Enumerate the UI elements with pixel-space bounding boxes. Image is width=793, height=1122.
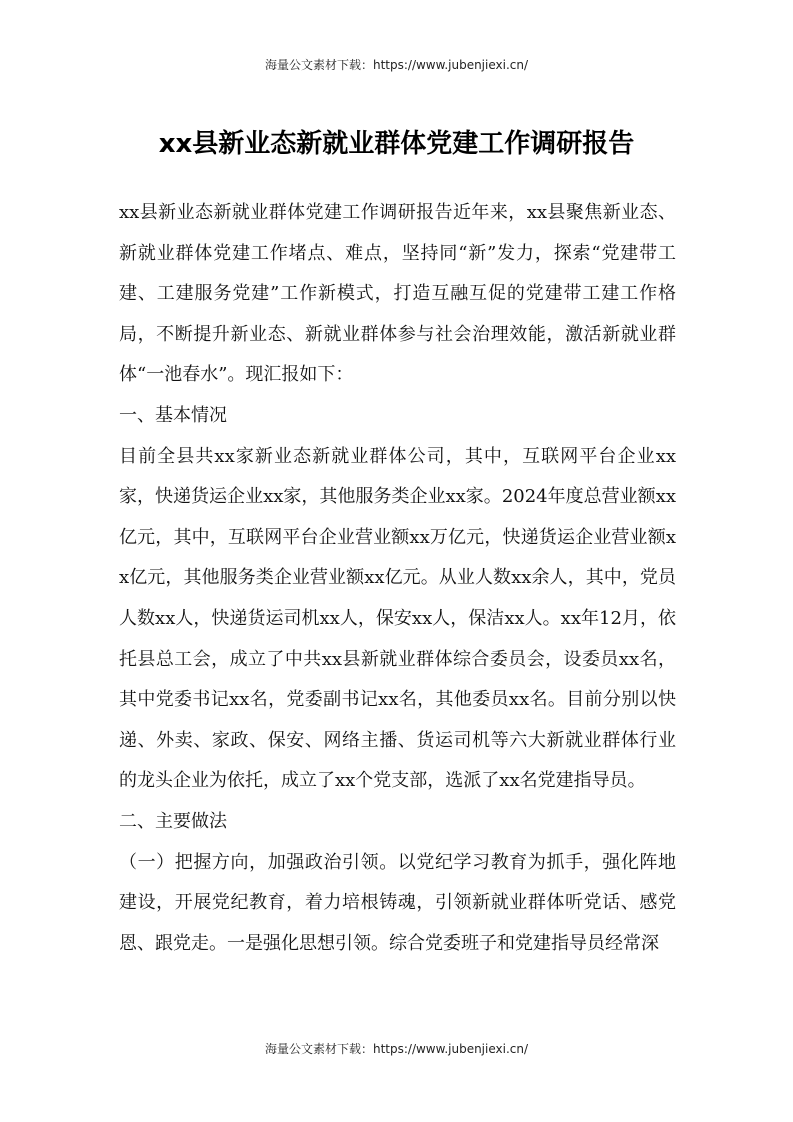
- document-title: xx县新业态新就业群体党建工作调研报告: [158, 129, 635, 159]
- main-practices-paragraph: （一）把握方向，加强政治引领。以党纪学习教育为抓手，强化阵地建设，开展党纪教育，着力培根铸魂，引领新就业群体听党话、感党恩、跟党走。一是强化思想引领。综合党委班子和党建指导员经常深: [119, 851, 676, 954]
- document-body: [119, 193, 676, 964]
- section-heading-basic-situation: 一、基本情况: [119, 404, 227, 426]
- section-heading-main-practices: 二、主要做法: [119, 810, 227, 832]
- basic-situation-paragraph: 目前全县共xx家新业态新就业群体公司，其中，互联网平台企业xx家，快递货运企业xx家，其他服务类企业xx家。2024年度总营业额xx亿元，其中，互联网平台企业营业额xx万亿元，快递货运企业营业额xx亿元，其他服务类企业营业额xx亿元。从业人数xx余人，其中，党员人数xx人，快递货运司机xx人，保安xx人，保洁xx人。xx年12月，依托县总工会，成立了中共xx县新就业群体综合委员会，设委员xx名，其中党委书记xx名，党委副书记xx名，其他委员xx名。目前分别以快递、外卖、家政、保安、网络主播、货运司机等六大新就业群体行业的龙头企业为依托，成立了xx个党支部，选派了xx名党建指导员。: [119, 445, 676, 792]
- page-header: 海量公文素材下载：https://www.jubenjiexi.cn/: [264, 58, 529, 72]
- page-footer: 海量公文素材下载：https://www.jubenjiexi.cn/: [264, 1042, 529, 1056]
- intro-paragraph: xx县新业态新就业群体党建工作调研报告近年来，xx县聚焦新业态、新就业群体党建工作堵点、难点，坚持同“新”发力，探索“党建带工建、工建服务党建”工作新模式，打造互融互促的党建带工建工作格局，不断提升新业态、新就业群体参与社会治理效能，激活新就业群体“一池春水”。现汇报如下：: [119, 202, 676, 386]
